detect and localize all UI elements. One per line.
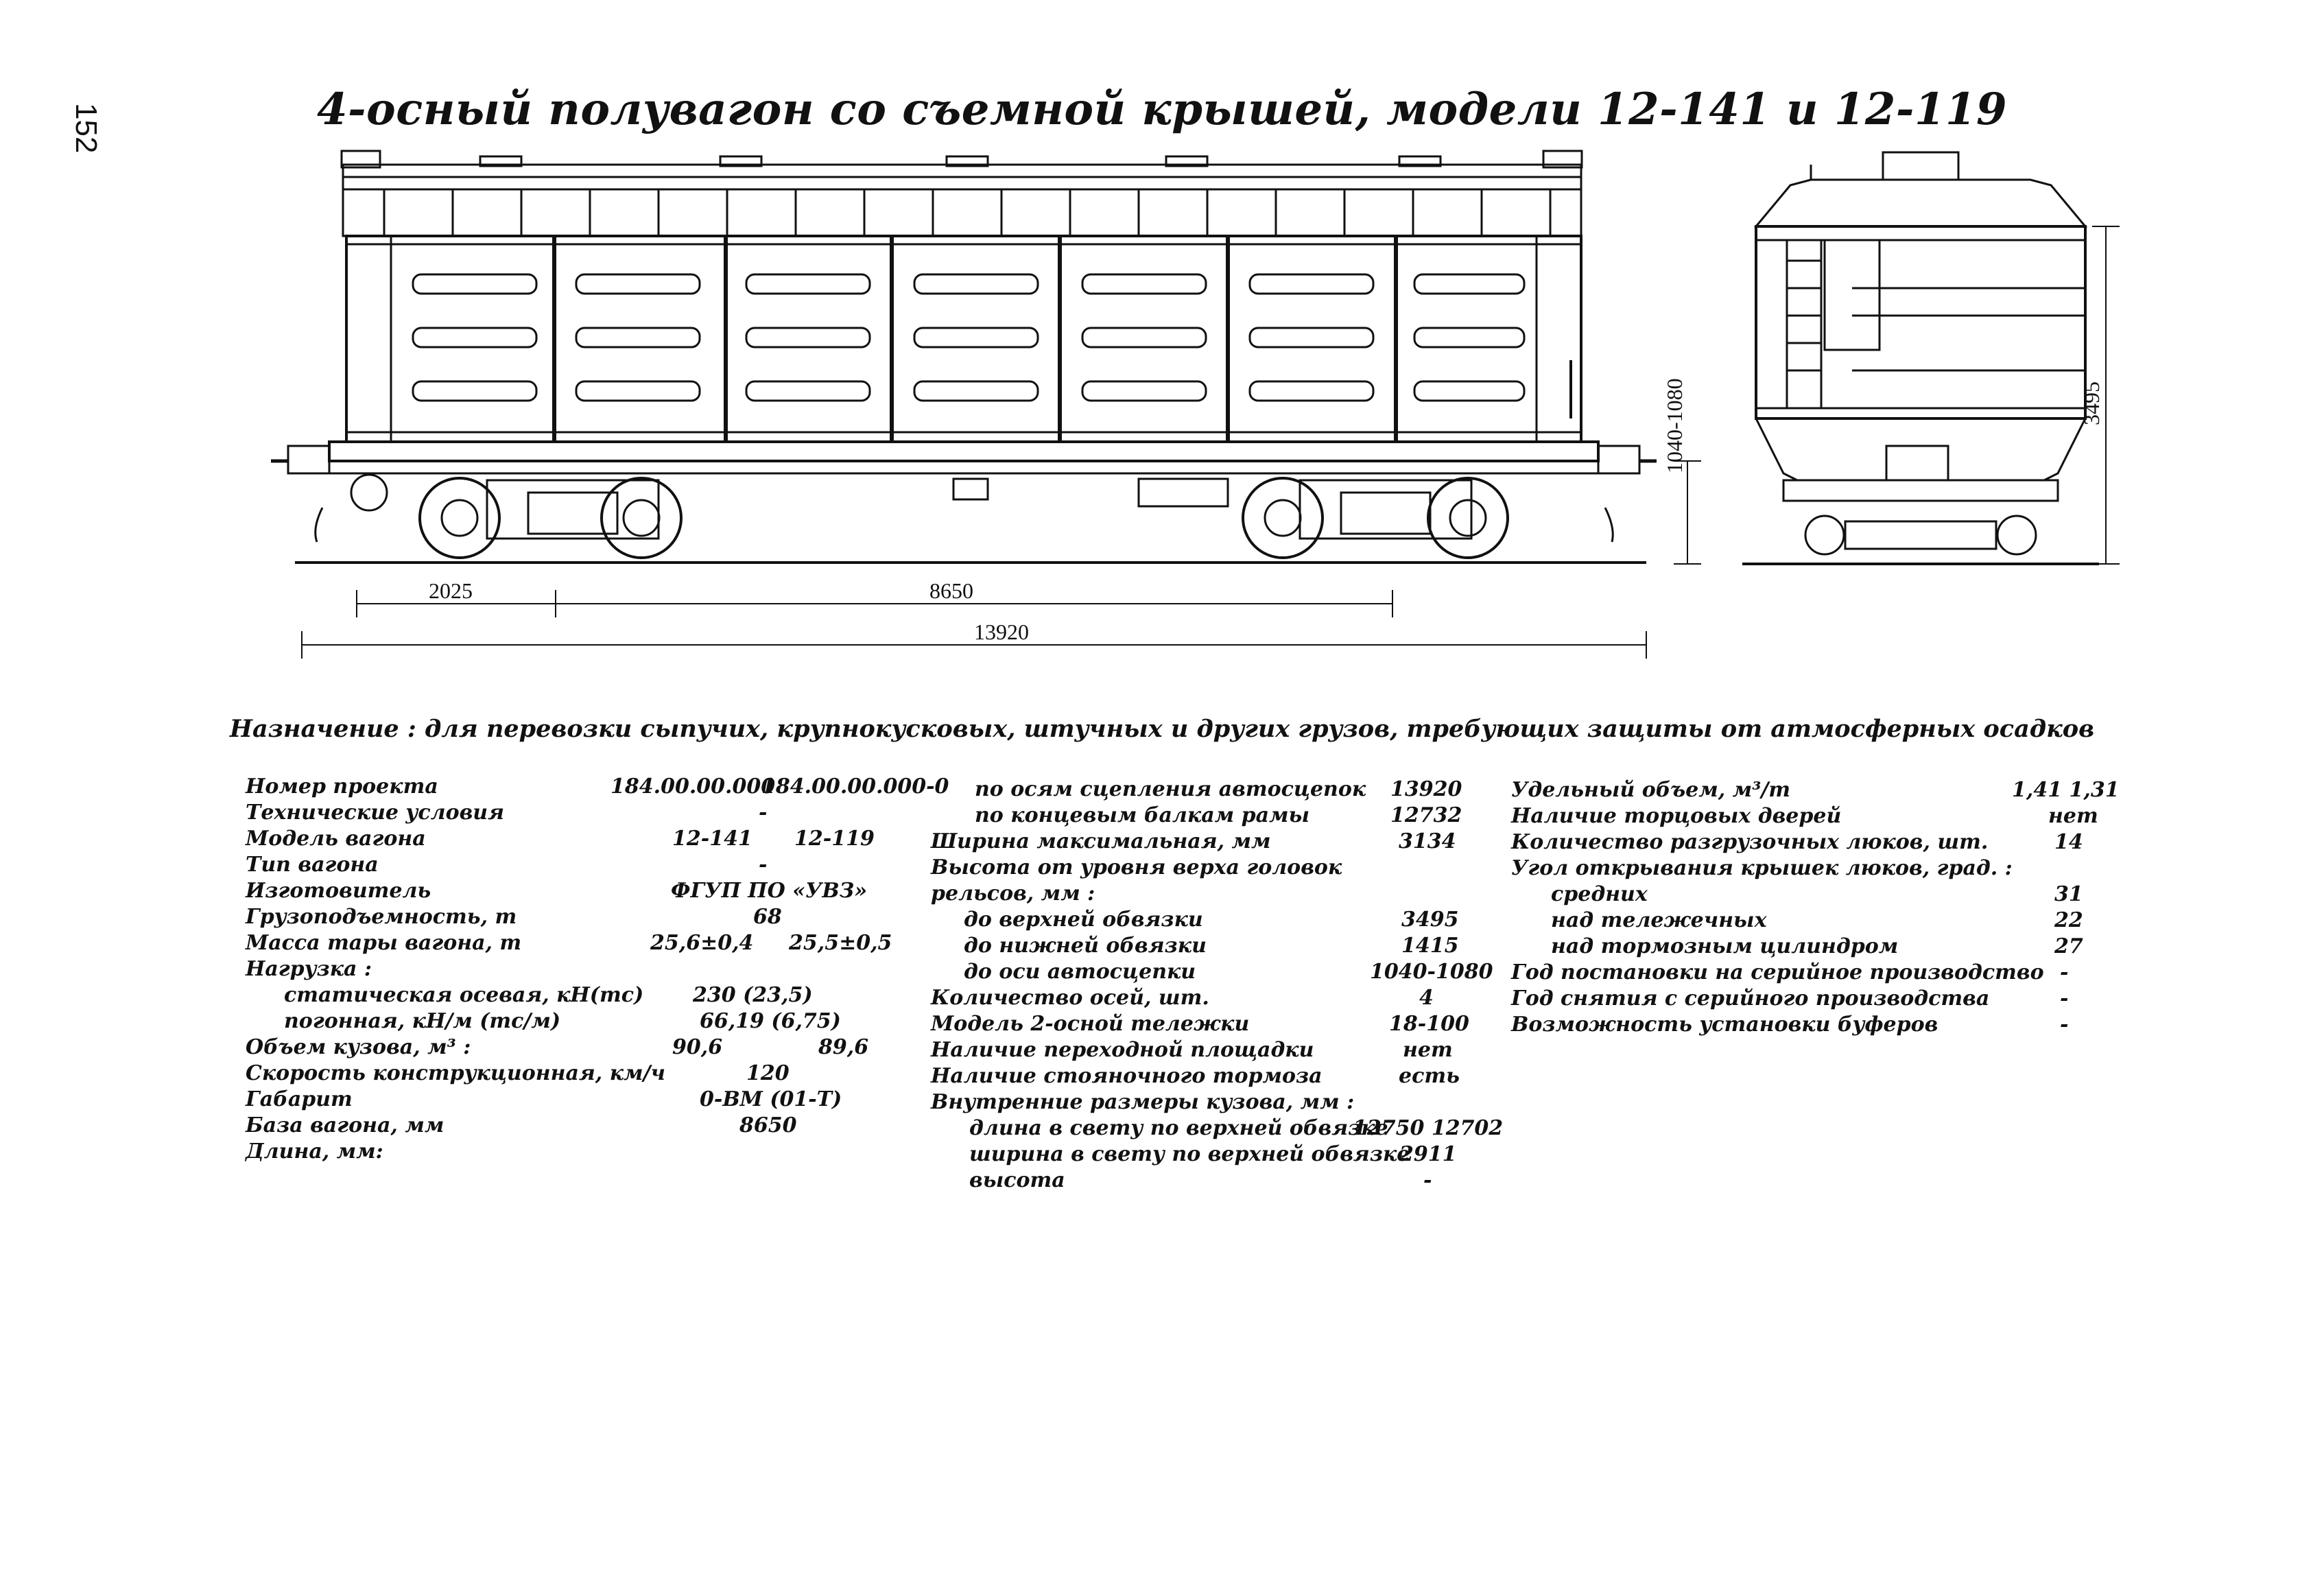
side-view-frame [271, 442, 1657, 542]
dim-1040-1080: 1040-1080 [1662, 378, 1687, 473]
dim-13920: 13920 [974, 619, 1029, 644]
page-number: 152 [69, 103, 103, 154]
end-view [1742, 152, 2120, 564]
left-bogie [420, 478, 681, 558]
right-bogie [1243, 478, 1508, 558]
dim-8650: 8650 [929, 578, 973, 603]
purpose-text: Назначение : для перевозки сыпучих, крупнокусковых, штучных и других грузов, требующих защиты от атмосферных осадков [229, 715, 2095, 743]
wagon-drawing [0, 0, 2324, 686]
side-view-roof [342, 151, 1582, 236]
dim-3495: 3495 [2079, 381, 2104, 425]
side-view-body [346, 236, 1581, 442]
page-title: 4-осный полувагон со съемной крышей, модели 12-141 и 12-119 [316, 84, 2008, 135]
dim-2025: 2025 [429, 578, 473, 603]
